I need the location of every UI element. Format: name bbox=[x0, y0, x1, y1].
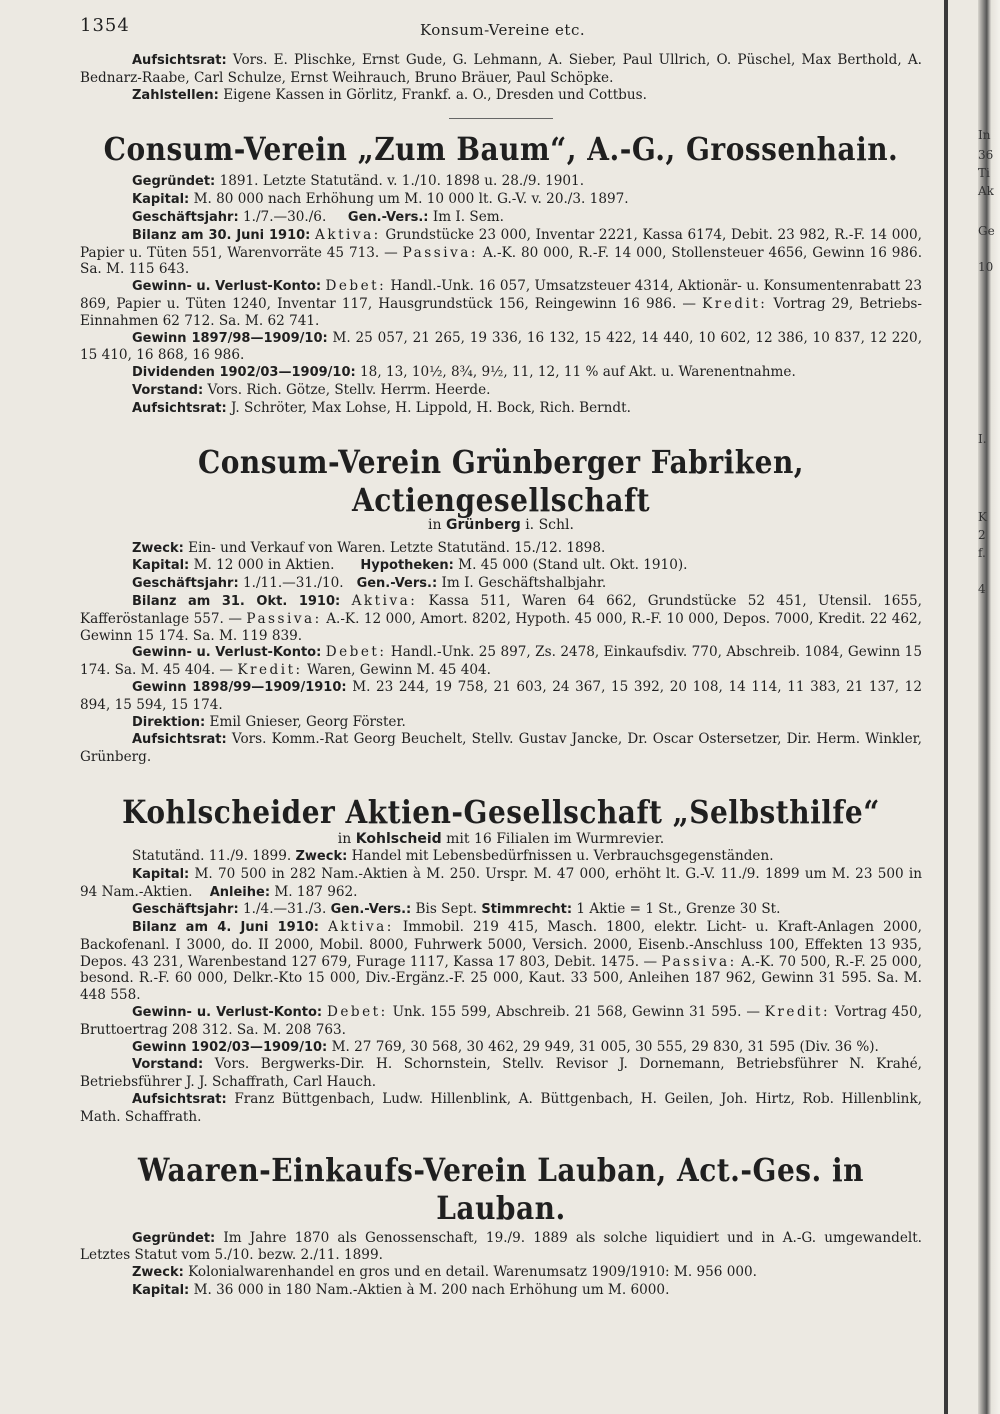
field-value: Im Jahre 1870 als Genossenschaft, 19./9. 1889 als solche liquidiert und in A.-G. umgewandelt. Letztes Statut vom 5./10. bezw. 2./11. 1899. bbox=[80, 1229, 923, 1264]
field-label: Kapital: bbox=[132, 558, 190, 574]
aufsichtsrat-line bbox=[80, 1091, 922, 1126]
field-value: A.-K. 70 500, R.-F. 25 000, besond. R.-F. 60 000, Delkr.-Kto 15 000, Div.-Ergänz.-F. 25 000, Kaut. 33 500, Anleihen 187 962, Gewinn 31 595. Sa. M. 448 558. bbox=[80, 953, 923, 1004]
field-value: M. 27 769, 30 568, 30 462, 29 949, 31 005, 30 555, 29 830, 31 595 (Div. 36 %). bbox=[331, 1038, 879, 1055]
aktiva-word: Aktiva: bbox=[351, 592, 418, 609]
field-label: Zweck: bbox=[295, 848, 348, 864]
running-title: Konsum-Vereine etc. bbox=[420, 21, 586, 39]
field-value: Unk. 155 599, Abschreib. 21 568, Gewinn 31 595. — bbox=[392, 1004, 760, 1021]
field-value: Statutänd. 11./9. 1899. bbox=[132, 847, 292, 864]
field-label: Gewinn 1902/03—1909/10: bbox=[132, 1039, 328, 1055]
field-value: A.-K. 12 000, Amort. 8202, Hypoth. 45 000, R.-F. 10 000, Depos. 7000, Kredit. 22 462, Gewinn 15 174. Sa. M. 119 839. bbox=[80, 610, 922, 644]
kapital-line bbox=[80, 557, 922, 575]
geschaeftsjahr-line bbox=[80, 575, 922, 593]
field-label: Bilanz am 30. Juni 1910: bbox=[132, 227, 311, 243]
zweck-line bbox=[80, 1264, 922, 1282]
gewinn-line bbox=[80, 330, 922, 365]
field-label: Geschäftsjahr: bbox=[132, 902, 239, 918]
dividenden-line bbox=[80, 364, 922, 382]
bilanz-paragraph bbox=[80, 593, 922, 644]
company-title: Waaren-Einkaufs-Verein Lauban, Act.-Ges. in Lauban. bbox=[137, 1151, 865, 1227]
company-title: Consum-Verein „Zum Baum“, A.-G., Grossenhain. bbox=[103, 131, 899, 169]
field-value: Vortrag 29, Betriebs-Einnahmen 62 712. Sa. M. 62 741. bbox=[80, 295, 923, 329]
margin-fragment: 4 bbox=[978, 582, 986, 596]
field-value: 18, 13, 10½, 8¾, 9½, 11, 12, 11 % auf Akt. u. Warenentnahme. bbox=[360, 364, 796, 381]
field-label: Stimmrecht: bbox=[481, 902, 573, 918]
field-label: Gegründet: bbox=[132, 1230, 216, 1246]
field-value: Emil Gnieser, Georg Förster. bbox=[209, 713, 406, 730]
field-value: A.-K. 80 000, R.-F. 14 000, Stollensteuer 4656, Gewinn 16 986. Sa. M. 115 643. bbox=[80, 244, 923, 278]
gegruendet-line bbox=[80, 173, 922, 191]
debet-word: Debet: bbox=[325, 644, 387, 661]
field-label: Gewinn 1898/99—1909/1910: bbox=[132, 679, 347, 695]
field-value: Kassa 511, Waren 64 662, Grundstücke 52 451, Utensil. 1655, Kafferöstanlage 557. — bbox=[80, 592, 922, 627]
field-value: Grundstücke 23 000, Inventar 2221, Kassa 6174, Debit. 23 982, R.-F. 14 000, Papier u. Tüten 551, Warenvorräte 45 713. — bbox=[80, 226, 922, 261]
company-entry bbox=[80, 1151, 923, 1300]
field-value: Vors. Rich. Götze, Stellv. Herrm. Heerde. bbox=[207, 381, 491, 398]
bilanz-paragraph bbox=[80, 919, 922, 1004]
field-value: Handl.-Unk. 25 897, Zs. 2478, Einkaufsdiv. 770, Abschreib. 1084, Gewinn 15 174. Sa. M. 45 404. — bbox=[80, 644, 922, 679]
passiva-word: Passiva: bbox=[402, 244, 478, 261]
field-value: Vors. Bergwerks-Dir. H. Schornstein, Stellv. Revisor J. Dornemann, Betriebsführer N. Krahé, Betriebsführer J. J. Schaffrath, Carl Hauch. bbox=[80, 1056, 922, 1091]
field-label: Vorstand: bbox=[132, 382, 204, 398]
intro-entry bbox=[80, 52, 922, 104]
company-title: Kohlscheider Aktien-Gesellschaft „Selbsthilfe“ bbox=[122, 793, 880, 831]
passiva-word: Passiva: bbox=[246, 610, 322, 627]
gewinn-line bbox=[80, 679, 922, 714]
field-label: Gewinn- u. Verlust-Konto: bbox=[132, 645, 322, 661]
debet-word: Debet: bbox=[325, 278, 387, 295]
field-value: M. 187 962. bbox=[274, 883, 358, 900]
margin-fragment: Ti bbox=[978, 166, 990, 180]
facing-page-edge bbox=[978, 0, 1000, 1414]
location-place: Kohlscheid bbox=[355, 830, 442, 847]
field-value: M. 12 000 in Aktien. bbox=[193, 557, 335, 574]
field-label: Vorstand: bbox=[132, 1057, 204, 1073]
aktiva-word: Aktiva: bbox=[315, 226, 381, 243]
field-value: M. 45 000 (Stand ult. Okt. 1910). bbox=[458, 557, 688, 574]
location-prefix: in bbox=[428, 516, 442, 533]
field-value: Im I. Sem. bbox=[432, 208, 504, 225]
zweck-line bbox=[80, 540, 922, 558]
margin-fragment: In bbox=[978, 128, 991, 142]
location-suffix: i. Schl. bbox=[525, 516, 574, 533]
field-value: 1./11.—31./10. bbox=[243, 575, 344, 592]
field-label: Gen.-Vers.: bbox=[356, 576, 438, 592]
margin-fragment: f. bbox=[978, 546, 986, 560]
page-header bbox=[80, 12, 922, 42]
margin-fragment: 10 bbox=[978, 260, 994, 274]
debet-word: Debet: bbox=[326, 1004, 388, 1021]
gegruendet-line bbox=[80, 1230, 922, 1265]
margin-fragment: 36 bbox=[978, 148, 994, 162]
margin-fragment: Ak bbox=[978, 184, 994, 198]
field-label: Gewinn 1897/98—1909/10: bbox=[132, 330, 328, 346]
kapital-line bbox=[80, 191, 922, 209]
field-label: Bilanz am 31. Okt. 1910: bbox=[132, 593, 341, 609]
bilanz-paragraph bbox=[80, 227, 922, 278]
kredit-word: Kredit: bbox=[702, 295, 768, 312]
company-location bbox=[80, 830, 922, 848]
field-value: M. 36 000 in 180 Nam.-Aktien à M. 200 nach Erhöhung um M. 6000. bbox=[193, 1282, 670, 1299]
statut-zweck-line bbox=[80, 848, 922, 866]
company-entry bbox=[80, 133, 922, 417]
field-label: Gen.-Vers.: bbox=[347, 209, 429, 225]
guv-paragraph bbox=[80, 278, 922, 329]
location-suffix: mit 16 Filialen im Wurmrevier. bbox=[446, 830, 665, 847]
field-value: 1 Aktie = 1 St., Grenze 30 St. bbox=[576, 901, 781, 918]
direktion-line bbox=[80, 714, 922, 732]
field-label: Direktion: bbox=[132, 714, 206, 730]
field-value: Franz Büttgenbach, Ludw. Hillenblink, A. Büttgenbach, H. Geilen, Joh. Hirtz, Rob. Hillenblink, Math. Schaffrath. bbox=[80, 1091, 922, 1125]
aufsichtsrat-line bbox=[80, 731, 922, 766]
field-value: Kolonialwarenhandel en gros und en detail. Warenumsatz 1909/1910: M. 956 000. bbox=[188, 1264, 758, 1281]
field-label: Kapital: bbox=[132, 1283, 190, 1299]
field-value: M. 70 500 in 282 Nam.-Aktien à M. 250. Urspr. M. 47 000, erhöht lt. G.-V. 11./9. 1899 um M. 23 500 in 94 Nam.-Aktien. bbox=[80, 865, 923, 900]
section-divider bbox=[449, 118, 553, 119]
field-value: M. 25 057, 21 265, 19 336, 16 132, 15 422, 14 440, 10 602, 12 386, 10 837, 12 220, 15 410, 16 868, 16 986. bbox=[80, 329, 923, 364]
aktiva-word: Aktiva: bbox=[328, 919, 394, 936]
field-label: Gegründet: bbox=[132, 174, 216, 190]
vorstand-line bbox=[80, 1056, 922, 1091]
zahlstellen-line bbox=[80, 87, 922, 105]
aufsichtsrat-line bbox=[80, 400, 922, 418]
field-label: Kapital: bbox=[132, 192, 190, 208]
field-value: Ein- und Verkauf von Waren. Letzte Statutänd. 15./12. 1898. bbox=[188, 539, 606, 556]
field-label: Geschäftsjahr: bbox=[132, 576, 239, 592]
field-value: Waren, Gewinn M. 45 404. bbox=[306, 662, 491, 679]
field-label: Aufsichtsrat: bbox=[132, 732, 227, 748]
guv-paragraph bbox=[80, 644, 922, 679]
field-label: Kapital: bbox=[132, 866, 190, 882]
field-label: Geschäftsjahr: bbox=[132, 209, 239, 225]
kredit-word: Kredit: bbox=[764, 1004, 831, 1021]
field-label: Aufsichtsrat: bbox=[132, 1092, 227, 1108]
field-value: Immobil. 219 415, Masch. 1800, elektr. Licht- u. Kraft-Anlagen 2000, Backofenanl. I 3000, do. II 2000, Mobil. 8000, Fuhrwerk 5000, Versich. 2000, Eisenb.-Anschluss 100, Effekten 13 935, Depos. 43 231, Warenbestand 127 679, Furage 1117, Kassa 17 803, Debit. 1475. — bbox=[80, 919, 922, 970]
field-label: Hypotheken: bbox=[360, 558, 454, 574]
geschaeftsjahr-line bbox=[80, 901, 922, 919]
field-label: Zweck: bbox=[132, 540, 184, 556]
kapital-line bbox=[80, 1282, 922, 1300]
field-label: Zweck: bbox=[132, 1265, 184, 1281]
field-value: Vors. E. Plischke, Ernst Gude, G. Lehmann, A. Sieber, Paul Ullrich, O. Püschel, Max Berthold, A. Bednarz-Raabe, Carl Schulze, Ernst Weihrauch, Bruno Bräuer, Paul Schöpke. bbox=[80, 52, 922, 86]
field-value: M. 23 244, 19 758, 21 603, 24 367, 15 392, 20 108, 14 114, 11 383, 21 137, 12 894, 15 594, 15 174. bbox=[80, 678, 922, 713]
field-value: Vors. Komm.-Rat Georg Beuchelt, Stellv. Gustav Jancke, Dr. Oscar Ostersetzer, Dir. Herm. Winkler, Grünberg. bbox=[80, 731, 922, 766]
field-label: Gen.-Vers.: bbox=[330, 902, 412, 918]
field-label: Gewinn- u. Verlust-Konto: bbox=[132, 279, 322, 295]
margin-fragment: K bbox=[978, 510, 987, 524]
book-spine bbox=[944, 0, 948, 1414]
margin-fragment: Ge bbox=[978, 224, 995, 238]
field-label: Aufsichtsrat: bbox=[132, 400, 227, 416]
field-value: Im I. Geschäftshalbjahr. bbox=[441, 575, 607, 592]
field-value: Bis Sept. bbox=[415, 901, 478, 918]
field-value: Vortrag 450, Bruttoertrag 208 312. Sa. M. 208 763. bbox=[80, 1004, 923, 1038]
company-entry bbox=[80, 793, 923, 1126]
kredit-word: Kredit: bbox=[237, 662, 303, 679]
field-label: Anleihe: bbox=[209, 884, 271, 900]
field-label: Bilanz am 4. Juni 1910: bbox=[132, 920, 319, 936]
geschaeftsjahr-line bbox=[80, 209, 922, 227]
vorstand-line bbox=[80, 382, 922, 400]
field-value: M. 80 000 nach Erhöhung um M. 10 000 lt. G.-V. v. 20./3. 1897. bbox=[193, 191, 629, 208]
field-value: 1./7.—30./6. bbox=[243, 208, 327, 225]
kapital-line bbox=[80, 866, 922, 902]
company-title: Consum-Verein Grünberger Fabriken, Actiengesellschaft bbox=[197, 443, 805, 519]
location-place: Grünberg bbox=[445, 516, 521, 533]
field-value: 1891. Letzte Statutänd. v. 1./10. 1898 u. 28./9. 1901. bbox=[219, 173, 585, 190]
margin-fragment: I. bbox=[978, 432, 987, 446]
location-prefix: in bbox=[337, 830, 352, 847]
field-value: Handl.-Unk. 16 057, Umsatzsteuer 4314, Aktionär- u. Konsumentenrabatt 23 869, Papier u. Tüten 1240, Inventar 117, Hausgrundstück 156, Reingewinn 16 986. — bbox=[80, 278, 922, 312]
field-value: 1./4.—31./3. bbox=[243, 901, 327, 918]
spacer bbox=[80, 766, 922, 796]
field-value: J. Schröter, Max Lohse, H. Lippold, H. Bock, Rich. Berndt. bbox=[231, 399, 631, 416]
gewinn-line bbox=[80, 1039, 922, 1057]
field-label: Zahlstellen: bbox=[132, 87, 219, 103]
field-value: Eigene Kassen in Görlitz, Frankf. a. O., Dresden und Cottbus. bbox=[223, 86, 647, 103]
passiva-word: Passiva: bbox=[661, 953, 737, 970]
aufsichtsrat-line bbox=[80, 52, 922, 87]
margin-fragment: 2 bbox=[978, 528, 986, 542]
company-entry bbox=[80, 443, 922, 766]
field-label: Dividenden 1902/03—1909/10: bbox=[132, 365, 356, 381]
guv-paragraph bbox=[80, 1004, 922, 1039]
document-page bbox=[80, 12, 922, 1300]
field-label: Aufsichtsrat: bbox=[132, 53, 227, 68]
field-label: Gewinn- u. Verlust-Konto: bbox=[132, 1005, 323, 1021]
page-number: 1354 bbox=[80, 15, 130, 36]
field-value: Handel mit Lebensbedürfnissen u. Verbrauchsgegenständen. bbox=[351, 847, 774, 864]
